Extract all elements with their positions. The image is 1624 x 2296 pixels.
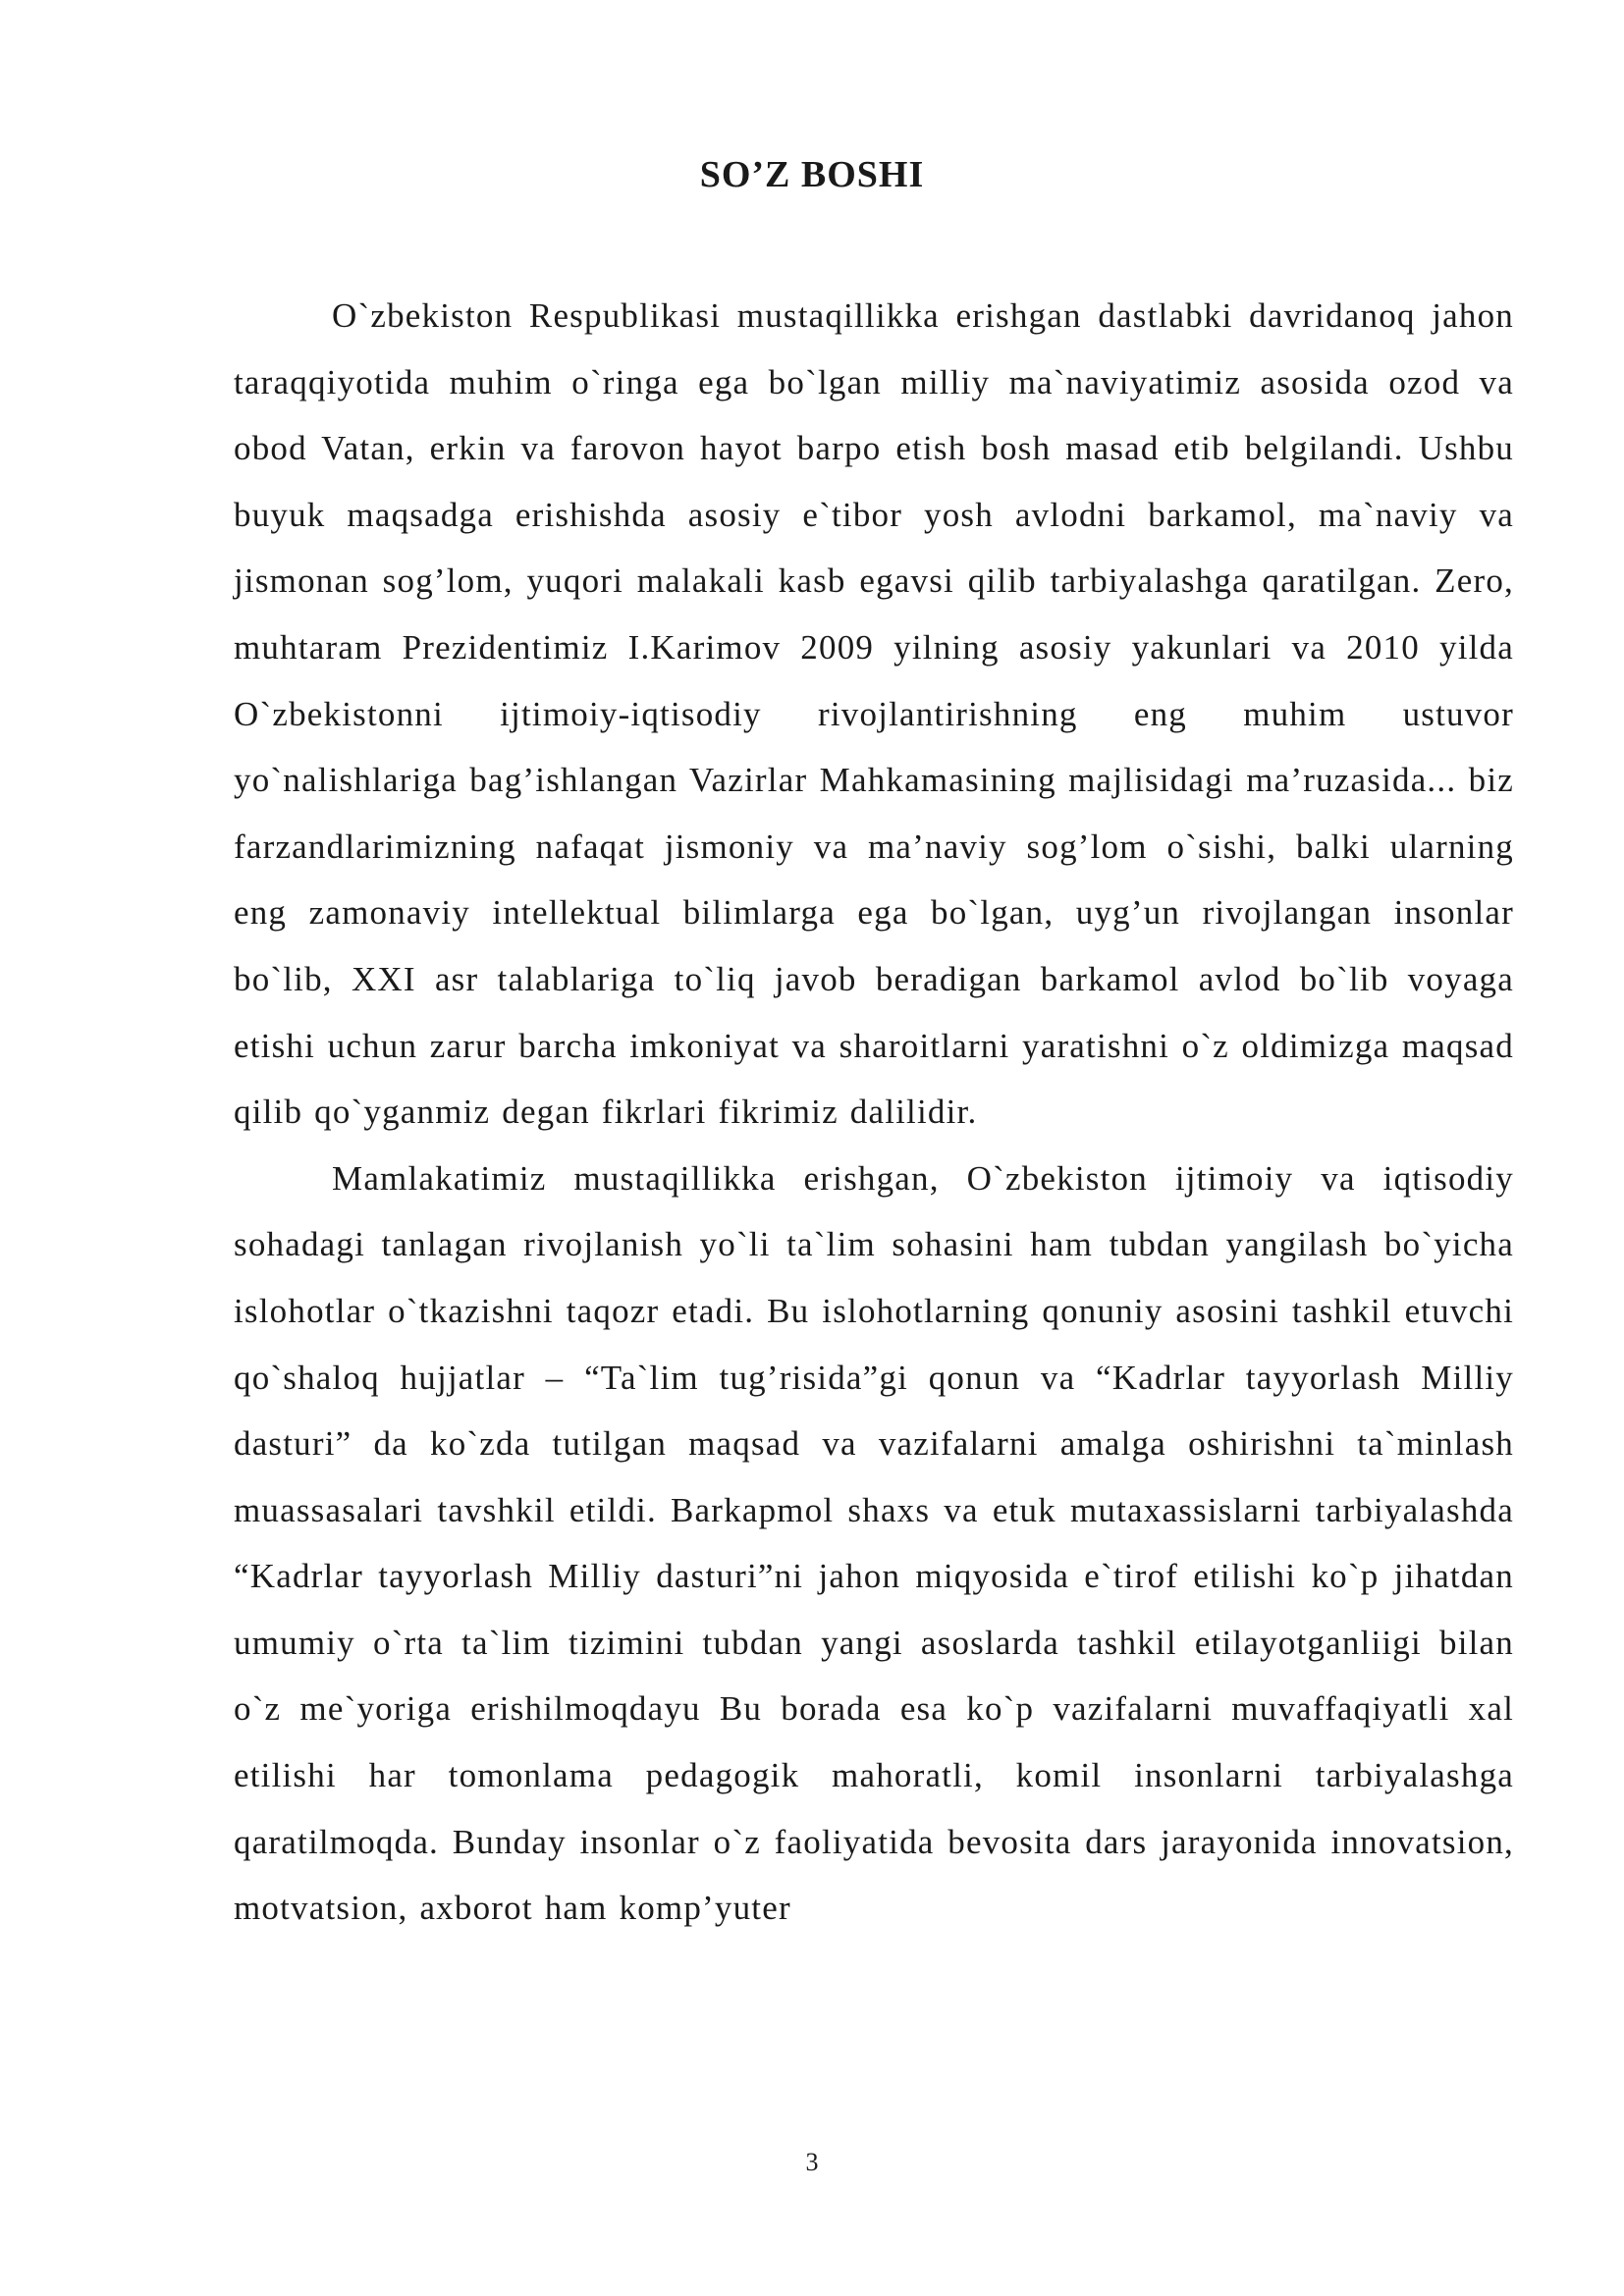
paragraph-1: O`zbekiston Respublikasi mustaqillikka erishgan dastlabki davridanoq jahon taraqqiyotida muhim o`ringa ega bo`lgan milliy ma`naviyatimiz asosida ozod va obod Vatan, erkin va farovon hayot barpo etish bosh masad etib belgilandi. Ushbu buyuk maqsadga erishishda asosiy e`tibor yosh avlodni barkamol, ma`naviy va jismonan sog’lom, yuqori malakali kasb egavsi qilib tarbiyalashga qaratilgan. Zero, muhtaram Prezidentimiz I.Karimov 2009 yilning asosiy yakunlari va 2010 yilda O`zbekistonni ijtimoiy-iqtisodiy rivojlantirishning eng muhim ustuvor yo`nalishlariga bag’ishlangan Vazirlar Mahkamasining majlisidagi ma’ruzasida... biz farzandlarimizning nafaqat jismoniy va ma’naviy sog’lom o`sishi, balki ularning eng zamonaviy intellektual bilimlarga ega bo`lgan, uyg’un rivojlangan insonlar bo`lib, XXI asr talablariga to`liq javob beradigan barkamol avlod bo`lib voyaga etishi uchun zarur barcha imkoniyat va sharoitlarni yaratishni o`z oldimizga maqsad qilib qo`yganmiz degan fikrlari fikrimiz dalilidir. — [234, 296, 1514, 1132]
page-title: SO’Z BOSHI — [699, 154, 925, 195]
paragraph-2: Mamlakatimiz mustaqillikka erishgan, O`zbekiston ijtimoiy va iqtisodiy sohadagi tanlagan rivojlanish yo`li ta`lim sohasini ham tubdan yangilash bo`yicha islohotlar o`tkazishni taqozr etadi. Bu islohotlarning qonuniy asosini tashkil etuvchi qo`shaloq hujjatlar – “Ta`lim tug’risida”gi qonun va “Kadrlar tayyorlash Milliy dasturi” da ko`zda tutilgan maqsad va vazifalarni amalga oshirishni ta`minlash muassasalari tavshkil etildi. Barkapmol shaxs va etuk mutaxassislarni tarbiyalashda “Kadrlar tayyorlash Milliy dasturi”ni jahon miqyosida e`tirof etilishi ko`p jihatdan umumiy o`rta ta`lim tizimini tubdan yangi asoslarda tashkil etilayotganliigi bilan o`z me`yoriga erishilmoqdayu Bu borada esa ko`p vazifalarni muvaffaqiyatli xal etilishi har tomonlama pedagogik mahoratli, komil insonlarni tarbiyalashga qaratilmoqda. Bunday insonlar o`z faoliyatida bevosita dars jarayonida innovatsion, motvatsion, axborot ham komp’yuter — [234, 1158, 1514, 1928]
page-number: 3 — [805, 2148, 819, 2176]
body-text — [234, 283, 1514, 1942]
